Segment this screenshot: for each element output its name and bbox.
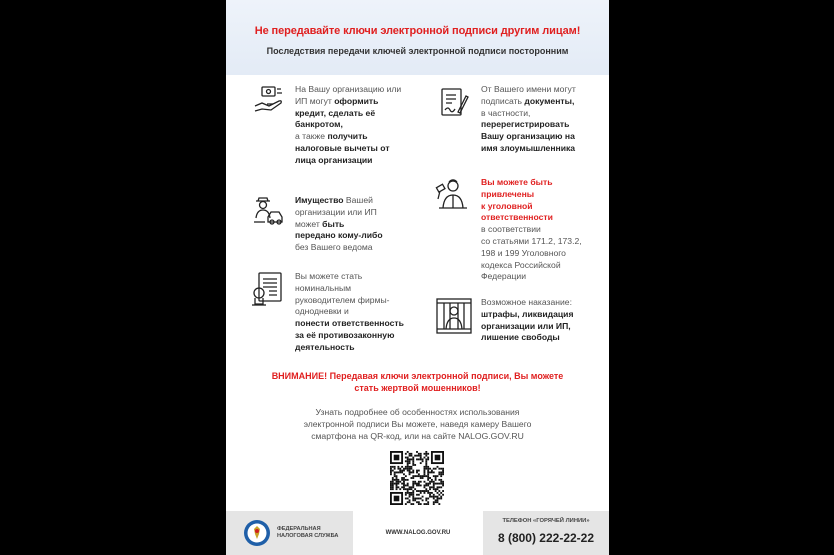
text-segment: кодекса Российской: [481, 259, 561, 270]
block-line: [481, 189, 582, 201]
block-line: [481, 271, 582, 283]
text-segment: быть: [322, 218, 345, 229]
info-line-2: электронной подписи Вы можете, наведя камеру Вашего: [303, 419, 532, 429]
qr-code[interactable]: [390, 451, 444, 505]
text-segment: со статьями 171.2, 173.2,: [481, 235, 582, 246]
block-line: [481, 309, 573, 321]
footer-site-box: [353, 511, 483, 555]
block-line: [295, 271, 404, 283]
text-segment: организации или ИП,: [481, 320, 571, 331]
block-line: [481, 248, 582, 260]
block-line: [481, 119, 576, 131]
text-segment: перерегистрировать: [481, 119, 570, 130]
block-line: [295, 143, 401, 155]
warning-line-1: ВНИМАНИЕ! Передавая ключи электронной подписи, Вы можете: [271, 371, 564, 381]
block-line: [295, 318, 404, 330]
text-segment: получить: [327, 131, 368, 142]
text-segment: понести ответственность: [295, 318, 404, 329]
block-line: [295, 230, 383, 242]
text-segment: за её противозаконную: [295, 329, 395, 340]
text-segment: номинальным: [295, 282, 352, 293]
block-line: [295, 207, 383, 219]
block-line: [295, 219, 383, 231]
text-segment: привлечены: [481, 188, 535, 199]
text-segment: без Вашего ведома: [295, 242, 373, 253]
text-segment: Вы можете стать: [295, 271, 363, 281]
text-segment: в соответствии: [481, 224, 541, 235]
block-punishment: [481, 297, 573, 344]
text-segment: ответственности: [481, 212, 553, 223]
block-line: [295, 119, 401, 131]
prison-bars-icon: [435, 297, 473, 335]
text-segment: налоговые вычеты от: [295, 142, 390, 153]
block-line: [481, 321, 573, 333]
text-segment: однодневки и: [295, 306, 349, 317]
block-line: [481, 96, 576, 108]
block-line: [481, 177, 582, 189]
text-segment: ИП могут: [295, 95, 335, 106]
text-segment: Имущество: [295, 195, 344, 205]
block-line: [481, 332, 573, 344]
text-segment: банкротом,: [295, 119, 343, 130]
hotline-phone[interactable]: 8 (800) 222-22-22: [497, 531, 595, 545]
text-segment: документы,: [524, 95, 575, 106]
text-segment: От Вашего имени могут: [481, 84, 576, 94]
block-line: [481, 260, 582, 272]
block-line: [295, 306, 404, 318]
block-line: [295, 108, 401, 120]
text-segment: деятельность: [295, 341, 355, 352]
block-line: [295, 283, 404, 295]
warning-text: [226, 370, 609, 394]
text-segment: 198 и 199 Уголовного: [481, 247, 566, 258]
text-segment: Вашу организацию на: [481, 131, 575, 142]
block-line: [481, 201, 582, 213]
hotline-label: ТЕЛЕФОН «ГОРЯЧЕЙ ЛИНИИ»: [502, 518, 590, 524]
text-segment: лишение свободы: [481, 332, 560, 343]
block-line: [481, 212, 582, 224]
block-documents: [481, 84, 576, 155]
text-segment: штрафы, ликвидация: [481, 308, 574, 319]
block-line: [295, 195, 383, 207]
block-line: [481, 236, 582, 248]
text-segment: в частности,: [481, 107, 531, 118]
block-line: [295, 295, 404, 307]
footer: [226, 511, 609, 555]
hand-money-icon: [253, 84, 285, 114]
text-segment: организации или ИП: [295, 206, 377, 217]
document-sign-icon: [439, 86, 469, 120]
poster: [226, 0, 609, 555]
block-line: [295, 131, 401, 143]
block-line: [481, 131, 576, 143]
fns-emblem-icon: [243, 519, 271, 547]
block-line: [295, 242, 383, 254]
warning-line-2: стать жертвой мошенников!: [354, 383, 481, 393]
text-segment: Федерации: [481, 271, 526, 282]
info-line-1: Узнать подробнее об особенностях использования: [315, 407, 520, 417]
fns-name: ФЕДЕРАЛЬНАЯ НАЛОГОВАЯ СЛУЖБА: [277, 526, 339, 539]
text-segment: Вашей: [343, 195, 373, 205]
block-line: [295, 330, 404, 342]
block-line: [295, 342, 404, 354]
block-line: [481, 297, 573, 309]
poster-subtitle: Последствия передачи ключей электронной подписи посторонним: [266, 46, 569, 56]
text-segment: Вы можете быть: [481, 177, 553, 187]
text-segment: На Вашу организацию или: [295, 84, 402, 94]
block-property: [295, 195, 383, 254]
text-segment: может: [295, 218, 323, 229]
block-credit: [295, 84, 401, 167]
text-segment: Возможное наказание:: [481, 297, 572, 307]
poster-title: Не передавайте ключи электронной подписи другим лицам!: [254, 25, 581, 37]
text-segment: а также: [295, 131, 328, 142]
text-segment: подписать: [481, 95, 525, 106]
block-criminal: [481, 177, 582, 283]
thief-car-icon: [251, 196, 285, 226]
text-segment: оформить: [334, 95, 379, 106]
block-nominee: [295, 271, 404, 354]
text-segment: руководителем фирмы-: [295, 294, 390, 305]
text-segment: кредит, сделать её: [295, 107, 376, 118]
block-line: [481, 224, 582, 236]
block-line: [295, 84, 401, 96]
block-line: [481, 108, 576, 120]
text-segment: имя злоумышленника: [481, 142, 576, 153]
text-segment: лица организации: [295, 154, 373, 165]
certificate-stamp-icon: [250, 271, 284, 307]
block-line: [481, 84, 576, 96]
text-segment: к уголовной: [481, 200, 533, 211]
info-text: [226, 406, 609, 442]
site-link[interactable]: WWW.NALOG.GOV.RU: [385, 530, 451, 536]
block-line: [295, 96, 401, 108]
block-line: [481, 143, 576, 155]
header-band: [226, 0, 609, 75]
info-line-3: смартфона на QR-код, или на сайте NALOG.GOV.RU: [311, 431, 524, 441]
text-segment: передано кому-либо: [295, 230, 383, 241]
block-line: [295, 155, 401, 167]
judge-icon: [435, 178, 471, 212]
